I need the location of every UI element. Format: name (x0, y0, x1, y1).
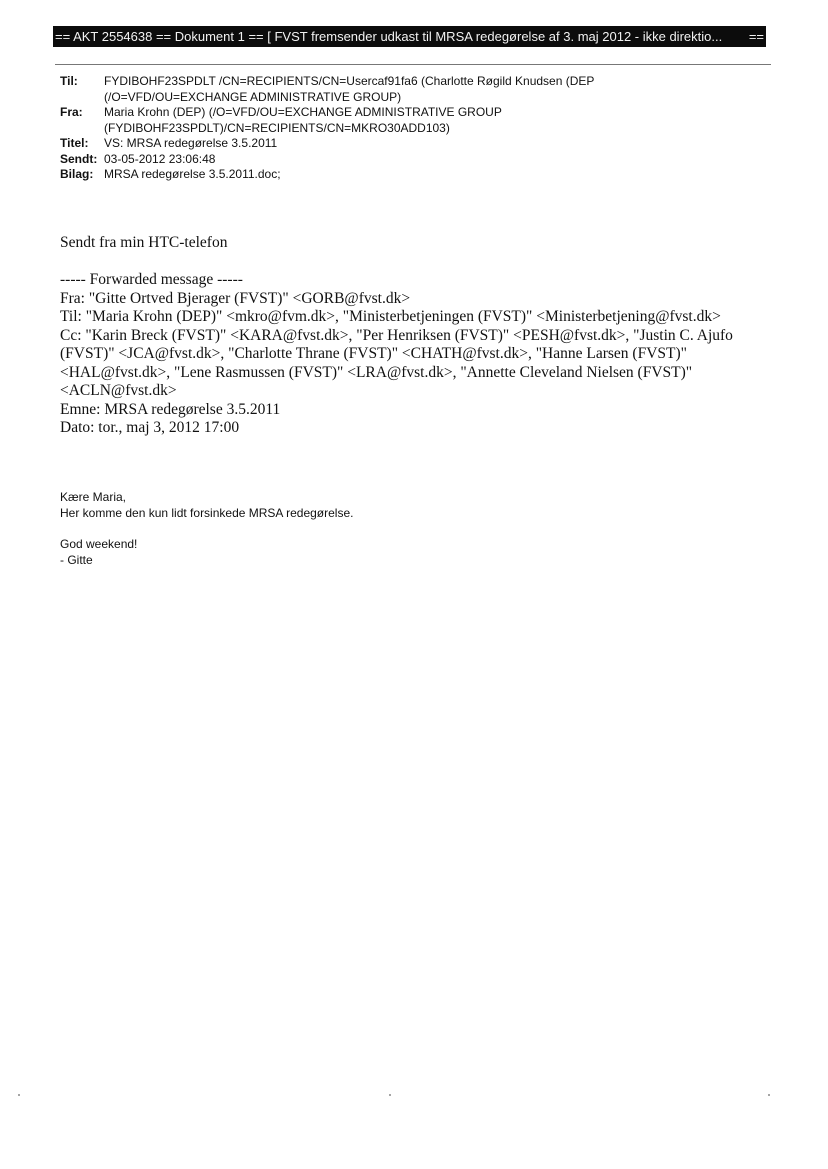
message-body (60, 490, 760, 521)
banner-end-marker: == (745, 26, 764, 47)
title-row (60, 136, 760, 152)
forward-date: Dato: tor., maj 3, 2012 17:00 (60, 419, 240, 436)
attachment-value: MRSA redegørelse 3.5.2011.doc; (104, 167, 281, 181)
forward-cc-line1: Cc: "Karin Breck (FVST)" <KARA@fvst.dk>, "Per Henriksen (FVST)" <PESH@fvst.dk>, "Justin C. Ajufo (60, 326, 733, 344)
to-value-line2: (/O=VFD/OU=EXCHANGE ADMINISTRATIVE GROUP) (104, 89, 402, 104)
forward-to: Til: "Maria Krohn (DEP)" <mkro@fvm.dk>, "Ministerbetjeningen (FVST)" <Ministerbetjening@fvst.dk> (60, 308, 721, 325)
attachment-row (60, 167, 760, 183)
from-label: Fra: (60, 105, 83, 119)
title-value: VS: MRSA redegørelse 3.5.2011 (104, 136, 278, 150)
scan-speck (389, 1094, 391, 1096)
scan-speck (768, 1094, 770, 1096)
sent-row (60, 152, 760, 168)
to-label: Til: (60, 74, 78, 88)
sent-value: 03-05-2012 23:06:48 (104, 151, 216, 166)
to-value (104, 74, 760, 105)
forwarded-message (60, 271, 780, 438)
scan-speck (18, 1094, 20, 1096)
to-value-line1: FYDIBOHF23SPDLT /CN=RECIPIENTS/CN=Usercaf91fa6 (Charlotte Røgild Knudsen (DEP (104, 74, 595, 88)
header-divider (55, 64, 771, 65)
forward-from: Fra: "Gitte Ortved Bjerager (FVST)" <GORB@fvst.dk> (60, 289, 411, 307)
title-label: Titel: (60, 136, 89, 150)
from-value-line1: Maria Krohn (DEP) (/O=VFD/OU=EXCHANGE ADMINISTRATIVE GROUP (104, 105, 502, 119)
signature: - Gitte (60, 552, 93, 567)
email-header (60, 74, 760, 183)
from-row (60, 105, 760, 136)
banner-text: == AKT 2554638 == Dokument 1 == [ FVST fremsender udkast til MRSA redegørelse af 3. maj 2012 - ikke direktio... (55, 29, 723, 44)
forward-subject: Emne: MRSA redegørelse 3.5.2011 (60, 400, 281, 418)
document-banner (53, 26, 766, 47)
forward-cc-line4: <ACLN@fvst.dk> (60, 382, 177, 399)
greeting: Kære Maria, (60, 490, 127, 504)
message-text: Her komme den kun lidt forsinkede MRSA redegørelse. (60, 505, 354, 520)
from-value (104, 105, 760, 136)
forward-cc-line3: <HAL@fvst.dk>, "Lene Rasmussen (FVST)" <LRA@fvst.dk>, "Annette Cleveland Nielsen (FVST)" (60, 363, 693, 381)
sent-label: Sendt: (60, 151, 98, 166)
to-row (60, 74, 760, 105)
from-value-line2: (FYDIBOHF23SPDLT)/CN=RECIPIENTS/CN=MKRO30ADD103) (104, 120, 450, 135)
closing: God weekend! (60, 537, 138, 551)
sent-from-line: Sendt fra min HTC-telefon (60, 234, 228, 251)
attachment-label: Bilag: (60, 167, 94, 181)
forward-cc-line2: (FVST)" <JCA@fvst.dk>, "Charlotte Thrane (FVST)" <CHATH@fvst.dk>, "Hanne Larsen (FVST)" (60, 345, 687, 362)
forward-separator: ----- Forwarded message ----- (60, 271, 243, 288)
message-signoff (60, 537, 760, 568)
